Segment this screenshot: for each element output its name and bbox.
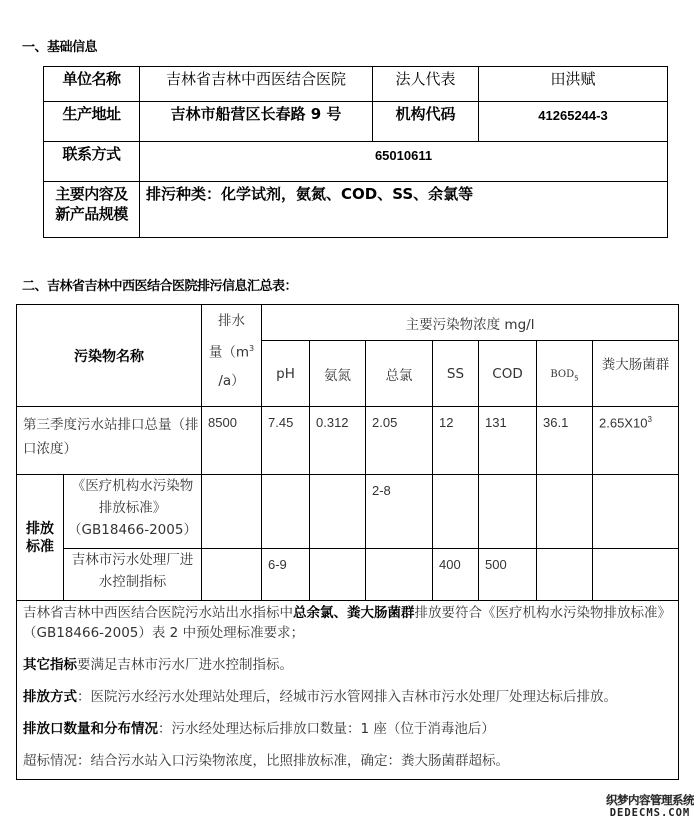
col-header-bod5: [537, 341, 593, 407]
bod-subscript: 5: [574, 374, 579, 383]
section2-title: 二、吉林省吉林中西医结合医院排污信息汇总表：: [22, 279, 298, 294]
note-bold: 排放方式: [23, 689, 77, 705]
note-paragraph: [23, 603, 672, 643]
section1-title: 一、基础信息: [22, 40, 98, 55]
standard-bod5: [537, 475, 593, 549]
col-header-ss: SS: [433, 341, 479, 407]
org-code-label: 机构代码: [373, 102, 479, 142]
discharge-summary-table: [16, 304, 679, 780]
standards-group-label-line1: 排放: [26, 520, 54, 537]
table-row: [44, 182, 668, 238]
standard-cod: [479, 475, 537, 549]
fecal-coliform-base: 2.65X10: [599, 415, 648, 431]
pollutant-name-header: 污染物名称: [17, 305, 202, 407]
main-content-value: 排污种类：化学试剂，氨氮、COD、SS、余氯等: [140, 182, 668, 238]
legal-rep-label: 法人代表: [373, 67, 479, 102]
address-value: 吉林市船营区长春路 9 号: [140, 102, 373, 142]
watermark-line2: DEDECMS.COM: [609, 807, 691, 819]
note-bold: 排放口数量和分布情况: [23, 721, 158, 737]
table-row: [44, 67, 668, 102]
measured-total-chlorine: 2.05: [366, 407, 433, 475]
col-header-total-chlorine: 总氯: [366, 341, 433, 407]
legal-rep-value: 田洪赋: [479, 67, 668, 102]
col-header-ammonia: 氨氮: [310, 341, 366, 407]
contact-label: 联系方式: [44, 142, 140, 182]
standard-drainage: [202, 475, 262, 549]
bod-text: BOD: [550, 368, 575, 380]
standard-bod5: [537, 549, 593, 601]
drainage-header-line1: 排水: [218, 313, 245, 329]
measured-fecal-coliform: [593, 407, 679, 475]
standard-total-chlorine: 2-8: [366, 475, 433, 549]
col-header-cod: COD: [479, 341, 537, 407]
fecal-coliform-exp: 3: [647, 415, 652, 424]
watermark-line1: 织梦内容管理系统: [606, 793, 694, 807]
table-row: [44, 142, 668, 182]
col-header-fecal-coliform: 粪大肠菌群: [593, 341, 679, 407]
note-text: 排放要符合《医疗机构水污染物排放标准》（GB18466-2005）表 2 中预处理标准要求；: [23, 605, 671, 641]
notes-cell: [17, 601, 679, 780]
note-text: 吉林省吉林中西医结合医院污水站出水指标中: [23, 605, 293, 621]
main-content-label-line1: 主要内容及: [55, 185, 128, 203]
main-content-label-line2: 新产品规模: [55, 205, 128, 223]
measured-bod5: 36.1: [537, 407, 593, 475]
table-header-row: [17, 305, 679, 341]
measured-ph: 7.45: [262, 407, 310, 475]
standard-ss: 400: [433, 549, 479, 601]
note-text: ：医院污水经污水处理站处理后，经城市污水管网排入吉林市污水处理厂处理达标后排放。: [77, 689, 617, 705]
standard-ss: [433, 475, 479, 549]
standard-ph: [262, 475, 310, 549]
table-row-measured: [17, 407, 679, 475]
drainage-unit: 量（m: [208, 344, 250, 361]
concentration-header: 主要污染物浓度 mg/l: [262, 305, 679, 341]
standard-fecal-coliform: [593, 549, 679, 601]
drainage-header-line3: /a）: [218, 372, 245, 389]
standards-group-label: [17, 475, 64, 601]
contact-value: 65010611: [140, 142, 668, 182]
note-paragraph: [23, 655, 672, 675]
note-paragraph: [23, 687, 672, 707]
org-code-value: 41265244-3: [479, 102, 668, 142]
standard-cod: 500: [479, 549, 537, 601]
measured-row-label: 第三季度污水站排口总量（排口浓度）: [17, 407, 202, 475]
measured-cod: 131: [479, 407, 537, 475]
unit-name-value: 吉林省吉林中西医结合医院: [140, 67, 373, 102]
standard-label: 《医疗机构水污染物排放标准》（GB18466-2005）: [64, 475, 202, 549]
basic-info-table: [43, 66, 668, 238]
table-row: [44, 102, 668, 142]
standard-drainage: [202, 549, 262, 601]
drainage-unit-sup: 3: [249, 344, 255, 353]
standard-fecal-coliform: [593, 475, 679, 549]
drainage-header-line2: [202, 335, 261, 367]
note-text: 要满足吉林市污水厂进水控制指标。: [77, 657, 293, 673]
standard-ph: 6-9: [262, 549, 310, 601]
standards-group-label-line2: 标准: [26, 538, 54, 555]
table-row-standard: [17, 549, 679, 601]
unit-name-label: 单位名称: [44, 67, 140, 102]
measured-drainage: 8500: [202, 407, 262, 475]
measured-ammonia: 0.312: [310, 407, 366, 475]
note-paragraph: [23, 719, 672, 739]
table-row-standard: [17, 475, 679, 549]
address-label: 生产地址: [44, 102, 140, 142]
main-content-label: [44, 182, 140, 238]
note-bold: 总余氯、粪大肠菌群: [293, 605, 415, 621]
standard-ammonia: [310, 549, 366, 601]
notes-row: [17, 601, 679, 780]
standard-ammonia: [310, 475, 366, 549]
note-paragraph: 超标情况：结合污水站入口污染物浓度，比照排放标准，确定：粪大肠菌群超标。: [23, 753, 509, 769]
watermark-logo: [606, 794, 694, 820]
note-bold: 其它指标: [23, 657, 77, 673]
standard-label: 吉林市污水处理厂进水控制指标: [64, 549, 202, 601]
measured-ss: 12: [433, 407, 479, 475]
note-text: ：污水经处理达标后排放口数量：1 座（位于消毒池后）: [158, 721, 495, 737]
col-header-ph: pH: [262, 341, 310, 407]
drainage-header: [202, 305, 262, 407]
standard-total-chlorine: [366, 549, 433, 601]
